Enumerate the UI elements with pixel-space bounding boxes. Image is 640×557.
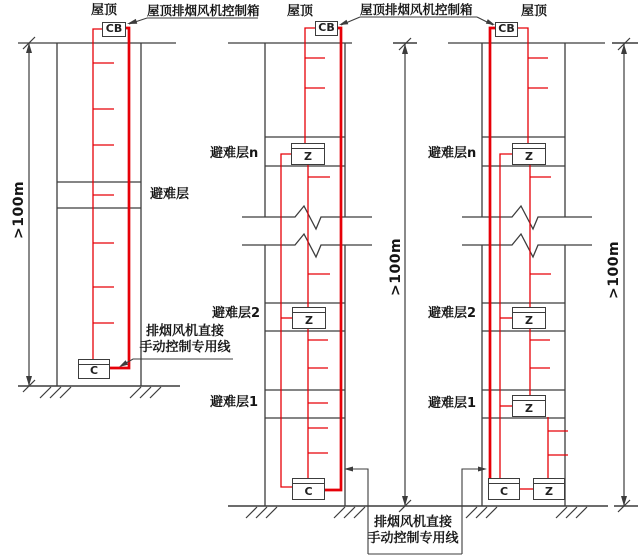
red-manual-control-line-thick xyxy=(110,28,495,490)
manual-line-label-line2: 手动控制专用线 xyxy=(139,340,231,355)
refuge-floor-n-label-middle: 避难层n xyxy=(210,146,259,161)
break-line xyxy=(242,206,372,229)
roof-control-box-left xyxy=(102,22,126,37)
box-label: Z xyxy=(525,402,533,415)
height-dim-label-left: >100m xyxy=(11,180,27,239)
manual-line-label-left xyxy=(135,324,235,356)
refuge-floor-1-label-right: 避难层1 xyxy=(428,396,477,411)
refuge-floor-n-label-right: 避难层n xyxy=(428,146,477,161)
manual-line-label-bottom xyxy=(363,515,463,547)
box-label: CB xyxy=(318,21,335,34)
box-label: Z xyxy=(525,314,533,327)
zone-box-right-refuge-1 xyxy=(512,395,546,417)
roof-fan-control-box-label-center: 屋顶排烟风机控制箱 xyxy=(360,2,473,17)
zone-box-right-ground xyxy=(533,478,565,500)
leader-lines xyxy=(119,17,495,554)
height-dim-label-right: >100m xyxy=(606,240,622,299)
manual-line-label-line1: 排烟风机直接 xyxy=(373,515,452,530)
refuge-floor-2-label-right: 避难层2 xyxy=(428,306,477,321)
box-label: CB xyxy=(105,22,123,35)
box-label: C xyxy=(304,485,313,498)
manual-line-label-line2: 手动控制专用线 xyxy=(367,531,459,546)
refuge-floor-label: 避难层 xyxy=(150,187,190,202)
refuge-floor-1-label-middle: 避难层1 xyxy=(210,395,259,410)
refuge-floor-2-label-middle: 避难层2 xyxy=(212,306,261,321)
middle-building-structure xyxy=(228,43,372,506)
box-label: Z xyxy=(525,150,533,163)
box-label: CB xyxy=(498,22,515,35)
right-building-structure xyxy=(448,43,605,506)
roof-label-left: 屋顶 xyxy=(91,3,118,18)
roof-control-box-right xyxy=(495,22,518,37)
roof-fan-control-box-label-left: 屋顶排烟风机控制箱 xyxy=(147,3,260,18)
height-dim-label-middle: >100m xyxy=(388,237,404,296)
box-label: Z xyxy=(545,485,553,498)
zone-box-middle-refuge-n xyxy=(291,143,325,165)
fan-cabinet-left xyxy=(78,359,110,379)
zone-box-right-refuge-n xyxy=(512,143,546,165)
fan-cabinet-middle xyxy=(292,478,325,500)
zone-box-right-refuge-2 xyxy=(512,307,546,329)
box-label: C xyxy=(89,364,99,377)
red-control-wiring-thin xyxy=(93,28,568,489)
box-label: Z xyxy=(304,150,312,163)
roof-control-box-middle xyxy=(315,21,338,36)
roof-label-right: 屋顶 xyxy=(521,4,548,19)
fan-cabinet-right xyxy=(488,478,520,500)
roof-label-middle: 屋顶 xyxy=(287,4,314,19)
ground-line xyxy=(228,43,638,506)
zone-box-middle-refuge-2 xyxy=(292,307,326,329)
manual-line-label-line1: 排烟风机直接 xyxy=(145,324,224,339)
left-ground-hatch xyxy=(40,387,161,398)
box-label: C xyxy=(499,485,509,498)
break-line xyxy=(242,234,372,257)
box-label: Z xyxy=(305,314,313,327)
